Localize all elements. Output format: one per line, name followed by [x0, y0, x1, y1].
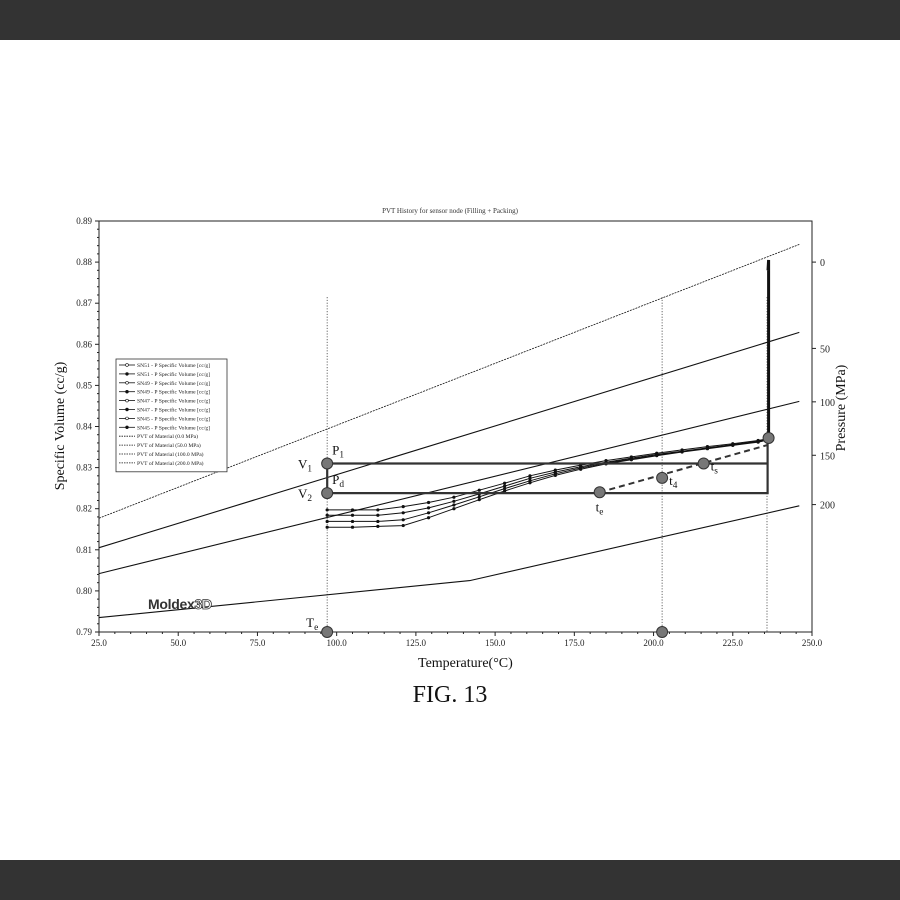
sensor-point	[427, 506, 430, 509]
sensor-point	[452, 503, 455, 506]
point-label: $t_4$	[669, 472, 678, 491]
sensor-series	[326, 260, 770, 529]
legend-marker	[126, 399, 129, 402]
sensor-point	[680, 450, 683, 453]
logo-text: Moldex	[148, 596, 195, 612]
legend-entry: SN49 - P Specific Volume [cc/g]	[137, 389, 211, 396]
legend-entry: SN51 - P Specific Volume [cc/g]	[137, 363, 211, 369]
annotation-marker	[763, 433, 774, 444]
y-tick-label: 0.80	[76, 585, 92, 596]
sensor-point	[452, 496, 455, 499]
sensor-point	[427, 511, 430, 514]
sensor-point	[452, 500, 455, 503]
point-label: $V_2$	[298, 486, 313, 505]
y-tick-label: 0.87	[76, 298, 92, 309]
sensor-point	[351, 526, 354, 529]
legend-entry: PVT of Material (50.0 MPa)	[137, 443, 201, 450]
y2-axis-label: Pressure (MPa)	[834, 364, 849, 452]
y2-tick-label: 150	[820, 451, 835, 463]
y2-tick-label: 100	[820, 397, 835, 409]
sensor-point	[503, 482, 506, 485]
sensor-point	[554, 474, 557, 477]
y-tick-label: 0.79	[76, 627, 92, 637]
sensor-point	[351, 514, 354, 517]
legend-marker	[126, 381, 129, 384]
sensor-line	[327, 440, 767, 522]
moldex-logo	[148, 596, 212, 612]
sensor-point	[452, 507, 455, 510]
legend-entry: SN45 - P Specific Volume [cc/g]	[137, 425, 211, 432]
y-tick-label: 0.86	[76, 339, 92, 350]
legend-marker	[126, 408, 129, 411]
sensor-point	[757, 441, 760, 444]
sensor-point	[376, 514, 379, 517]
x-tick-label: 25.0	[91, 638, 107, 648]
chart-title: PVT History for sensor node (Filling + Packing)	[382, 207, 518, 215]
x-tick-label: 250.0	[801, 638, 823, 648]
y-tick-label: 0.85	[76, 380, 92, 391]
x-tick-label: 150.0	[484, 638, 506, 648]
point-label-subscript: d	[339, 480, 345, 491]
x-tick-label: 125.0	[405, 638, 427, 648]
legend-entry: PVT of Material (0.0 MPa)	[137, 434, 198, 441]
sensor-point	[326, 526, 329, 529]
x-tick-label: 100.0	[326, 638, 347, 648]
annotation-marker	[322, 488, 333, 499]
y-tick-label: 0.81	[76, 544, 92, 555]
sensor-point	[376, 525, 379, 528]
point-label-subscript: 1	[307, 464, 313, 475]
legend-entry: PVT of Material (200.0 MPa)	[137, 460, 204, 467]
legend	[116, 359, 227, 472]
point-label: $T_e$	[306, 615, 319, 633]
y2-tick-label: 50	[820, 344, 830, 356]
sensor-point	[427, 501, 430, 504]
legend-entry: SN49 - P Specific Volume [cc/g]	[137, 380, 211, 387]
point-label: $P_1$	[332, 442, 345, 461]
y-tick-label: 0.83	[76, 462, 92, 473]
y-tick-label: 0.82	[76, 503, 92, 514]
sensor-point	[731, 444, 734, 447]
legend-entry: SN47 - P Specific Volume [cc/g]	[137, 398, 211, 405]
x-tick-label: 175.0	[564, 638, 585, 648]
figure-caption: FIG. 13	[412, 682, 488, 708]
sensor-point	[478, 495, 481, 498]
y2-tick-label: 0	[820, 258, 825, 270]
x-tick-label: 200.0	[643, 638, 664, 648]
legend-marker	[126, 417, 129, 420]
point-label-subscript: e	[314, 623, 319, 633]
annotation-marker	[657, 472, 668, 483]
sensor-point	[376, 520, 379, 523]
annotation-marker	[698, 458, 709, 469]
legend-entry: PVT of Material (100.0 MPa)	[137, 452, 204, 458]
point-label-subscript: 1	[339, 450, 345, 461]
sensor-point	[402, 524, 405, 527]
x-tick-label: 75.0	[249, 638, 266, 648]
legend-entry: SN47 - P Specific Volume [cc/g]	[137, 407, 211, 414]
sensor-point	[351, 520, 354, 523]
point-label-subscript: 4	[672, 480, 678, 491]
annotation-marker	[322, 627, 333, 638]
sensor-point	[655, 454, 658, 457]
sensor-point	[427, 516, 430, 519]
sensor-point	[326, 514, 329, 517]
legend-entry: SN45 - P Specific Volume [cc/g]	[137, 416, 211, 423]
sensor-point	[402, 518, 405, 521]
annotation-marker	[657, 627, 668, 638]
sensor-point	[326, 520, 329, 523]
sensor-point	[376, 508, 379, 511]
point-label-subscript: s	[714, 466, 718, 477]
sensor-point	[326, 508, 329, 511]
point-label-subscript: e	[599, 507, 604, 518]
sensor-point	[706, 447, 709, 450]
filling-spike	[768, 260, 769, 438]
point-label: $t_e$	[595, 499, 604, 518]
sensor-point	[478, 498, 481, 501]
point-label: $V_1$	[298, 456, 313, 475]
annotation-marker	[594, 487, 605, 498]
y-axis-label: Specific Volume (cc/g)	[53, 361, 68, 491]
annotation-marker	[322, 458, 333, 469]
sensor-point	[579, 468, 582, 471]
legend-marker	[126, 390, 129, 393]
sensor-point	[402, 505, 405, 508]
sensor-point	[528, 481, 531, 484]
legend-entry: SN51 - P Specific Volume [cc/g]	[137, 371, 211, 378]
y2-tick-label: 200	[820, 500, 835, 512]
y-tick-label: 0.88	[76, 257, 92, 268]
x-axis-label: Temperature(°C)	[418, 656, 513, 671]
point-label-subscript: 2	[307, 494, 313, 505]
y-tick-label: 0.84	[76, 421, 92, 432]
legend-marker	[126, 373, 129, 376]
logo-suffix: 3D	[194, 596, 212, 612]
point-label: $P_d$	[332, 472, 345, 491]
legend-marker	[126, 364, 129, 367]
legend-marker	[126, 426, 129, 429]
sensor-point	[402, 511, 405, 514]
y-tick-label: 0.89	[76, 216, 92, 226]
sensor-point	[478, 489, 481, 492]
point-label: $t_s$	[710, 458, 718, 477]
sensor-point	[351, 508, 354, 511]
x-tick-label: 225.0	[722, 638, 743, 648]
sensor-point	[630, 458, 633, 461]
x-tick-label: 50.0	[170, 638, 187, 648]
